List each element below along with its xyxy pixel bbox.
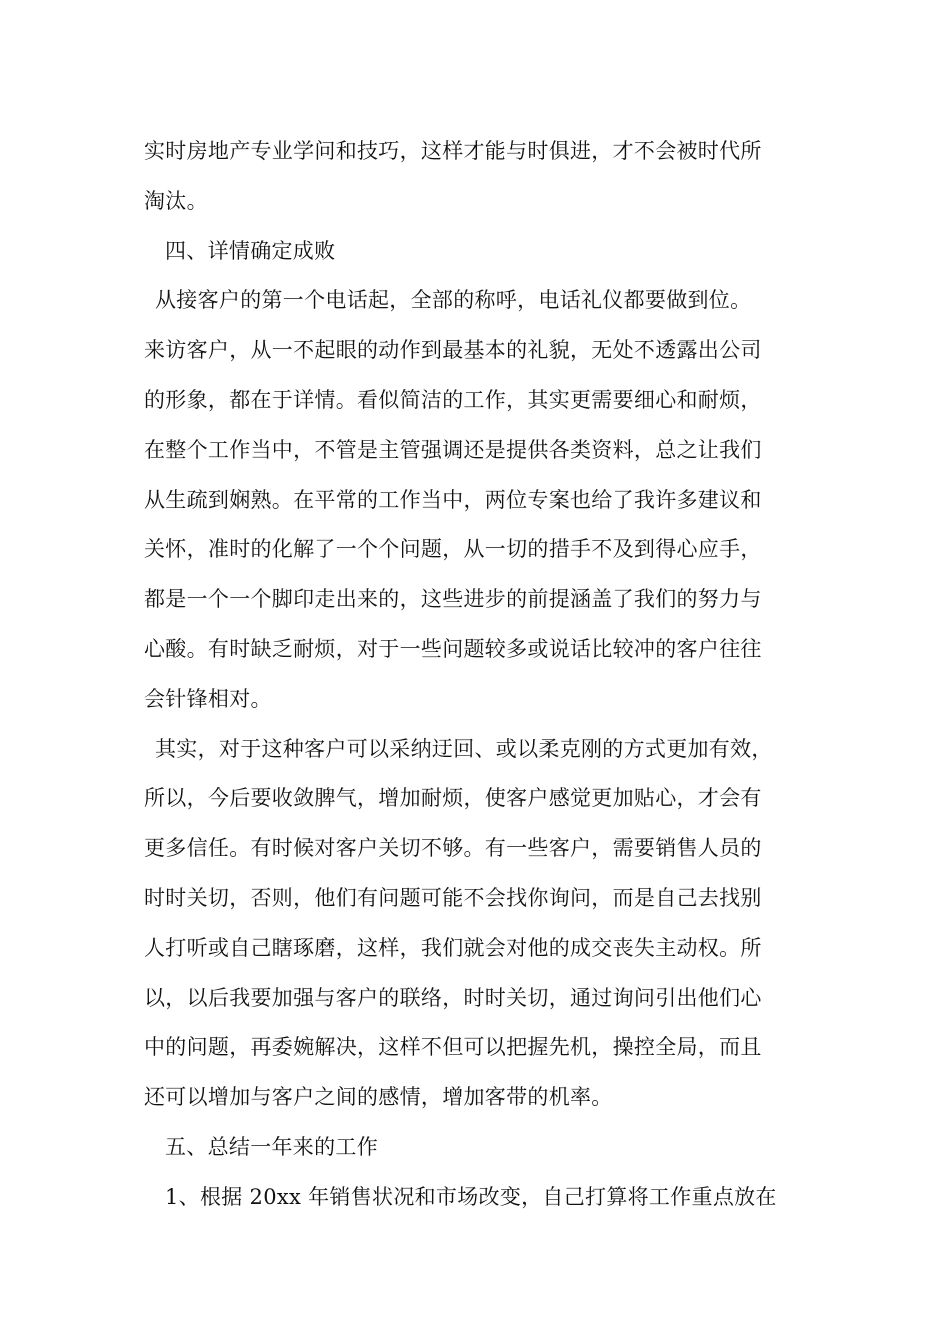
document-body [144, 127, 824, 1223]
paragraph-line: 从生疏到娴熟。在平常的工作当中，两位专案也给了我许多建议和 [144, 487, 762, 512]
paragraph-line: 的形象，都在于详情。看似简洁的工作，其实更需要细心和耐烦， [144, 387, 762, 412]
paragraph-line: 所以，今后要收敛脾气，增加耐烦，使客户感觉更加贴心，才会有 [144, 786, 762, 811]
paragraph-line: 关怀，准时的化解了一个个问题，从一切的措手不及到得心应手， [144, 537, 762, 562]
paragraph-line: 会针锋相对。 [144, 686, 272, 711]
paragraph-line: 其实，对于这种客户可以采纳迂回、或以柔克刚的方式更加有效， [155, 736, 773, 761]
paragraph-line: 心酸。有时缺乏耐烦，对于一些问题较多或说话比较冲的客户往往 [144, 636, 762, 661]
paragraph-line: 人打听或自己瞎琢磨，这样，我们就会对他的成交丧失主动权。所 [144, 935, 762, 960]
paragraph-line: 在整个工作当中，不管是主管强调还是提供各类资料，总之让我们 [144, 437, 762, 462]
paragraph-line: 从接客户的第一个电话起，全部的称呼，电话礼仪都要做到位。 [155, 288, 752, 313]
paragraph-line: 1、根据 20xx 年销售状况和市场改变，自己打算将工作重点放在 [165, 1184, 777, 1209]
paragraph-line: 实时房地产专业学问和技巧，这样才能与时俱进，才不会被时代所 [144, 139, 762, 163]
paragraph-line: 中的问题，再委婉解决，这样不但可以把握先机，操控全局，而且 [144, 1035, 762, 1060]
paragraph-line: 淘汰。 [144, 188, 208, 213]
paragraph-line: 更多信任。有时候对客户关切不够。有一些客户，需要销售人员的 [144, 836, 762, 861]
paragraph-line: 来访客户，从一不起眼的动作到最基本的礼貌，无处不透露出公司 [144, 338, 762, 363]
section-heading: 四、详情确定成败 [165, 238, 336, 263]
section-heading: 五、总结一年来的工作 [165, 1134, 378, 1159]
paragraph-line: 以，以后我要加强与客户的联络，时时关切，通过询问引出他们心 [144, 985, 762, 1010]
paragraph-line: 还可以增加与客户之间的感情，增加客带的机率。 [144, 1085, 613, 1110]
paragraph-line: 都是一个一个脚印走出来的，这些进步的前提涵盖了我们的努力与 [144, 587, 762, 612]
paragraph-line: 时时关切，否则，他们有问题可能不会找你询问，而是自己去找别 [144, 885, 762, 910]
